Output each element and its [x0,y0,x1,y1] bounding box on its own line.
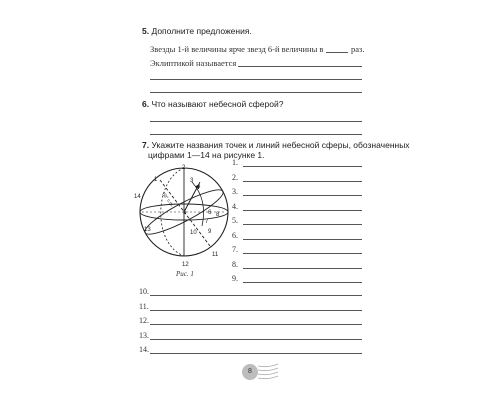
label-7: 7 [205,219,209,225]
answer-label: 7. [232,245,238,254]
page-swoosh-icon [256,362,280,384]
q5-number: 5. [142,26,150,36]
answer-label: 11. [139,301,149,311]
answer-label: 3. [232,187,238,196]
q5-sentence2: Эклиптикой называется [150,58,237,68]
page-number: 8 [248,368,252,375]
answer-line[interactable] [150,353,362,354]
q5-blank-2[interactable] [238,66,362,67]
answer-label: 9. [232,274,238,283]
q5-blank-1[interactable] [326,52,348,53]
answer-line[interactable] [243,181,362,182]
q5-heading [142,26,252,36]
q6-number: 6. [142,99,150,109]
answer-label: 14. [139,345,149,354]
latitude-label: 50° с.ш. [161,191,176,208]
answer-label: 10. [139,287,149,296]
answer-label: 2. [232,172,238,182]
answer-label: 12. [139,316,149,325]
label-6: 6 [208,210,212,216]
label-11: 11 [212,252,219,258]
figure-caption: Рис. 1 [176,270,194,278]
answer-line[interactable] [150,339,362,340]
q7-title-line1: Укажите названия точек и линий небесной сферы, обозначенных [151,140,410,150]
label-4: 4 [197,184,201,190]
answer-label: 4. [232,201,238,211]
q7-heading [142,140,410,160]
label-1: 1 [154,177,158,183]
q7-title-line2: цифрами 1—14 на рисунке 1. [148,150,265,160]
label-13: 13 [144,227,151,233]
answer-line[interactable] [243,224,362,225]
q5-title: Дополните предложения. [151,26,252,36]
arrow-line [184,186,198,212]
answer-line[interactable] [243,282,362,283]
label-9: 9 [208,229,212,235]
answer-line[interactable] [243,268,362,269]
answer-label: 8. [232,259,238,269]
label-14: 14 [134,194,141,200]
answer-label: 5. [232,216,238,225]
celestial-sphere-diagram [134,160,240,272]
q5-blank-3[interactable] [150,79,362,80]
q5-sentence1-part2: раз. [351,44,365,54]
answer-line[interactable] [243,195,362,196]
q6-blank-2[interactable] [150,134,362,135]
label-10: 10 [190,230,197,236]
answer-label: 6. [232,230,238,240]
meridian-dashed [161,168,184,256]
answer-line[interactable] [150,324,362,325]
label-3: 3 [190,178,194,184]
q5-sentence1-part1: Звезды 1-й величины ярче звезд 6-й величины в [150,44,324,54]
label-8: 8 [216,212,220,218]
answer-line[interactable] [243,253,362,254]
answer-line[interactable] [243,239,362,240]
q5-blank-4[interactable] [150,92,362,93]
label-5: 5 [183,210,187,216]
answer-line[interactable] [150,310,362,311]
answer-label: 1. [232,158,238,167]
q6-title: Что называют небесной сферой? [151,99,284,109]
q7-number: 7. [142,140,150,150]
q6-blank-1[interactable] [150,121,362,122]
answer-line[interactable] [243,210,362,211]
answer-label: 13. [139,330,149,340]
label-12: 12 [182,262,189,268]
answer-line[interactable] [150,295,362,296]
q6-heading [142,99,283,109]
label-2: 2 [182,165,186,171]
answer-line[interactable] [243,166,362,167]
